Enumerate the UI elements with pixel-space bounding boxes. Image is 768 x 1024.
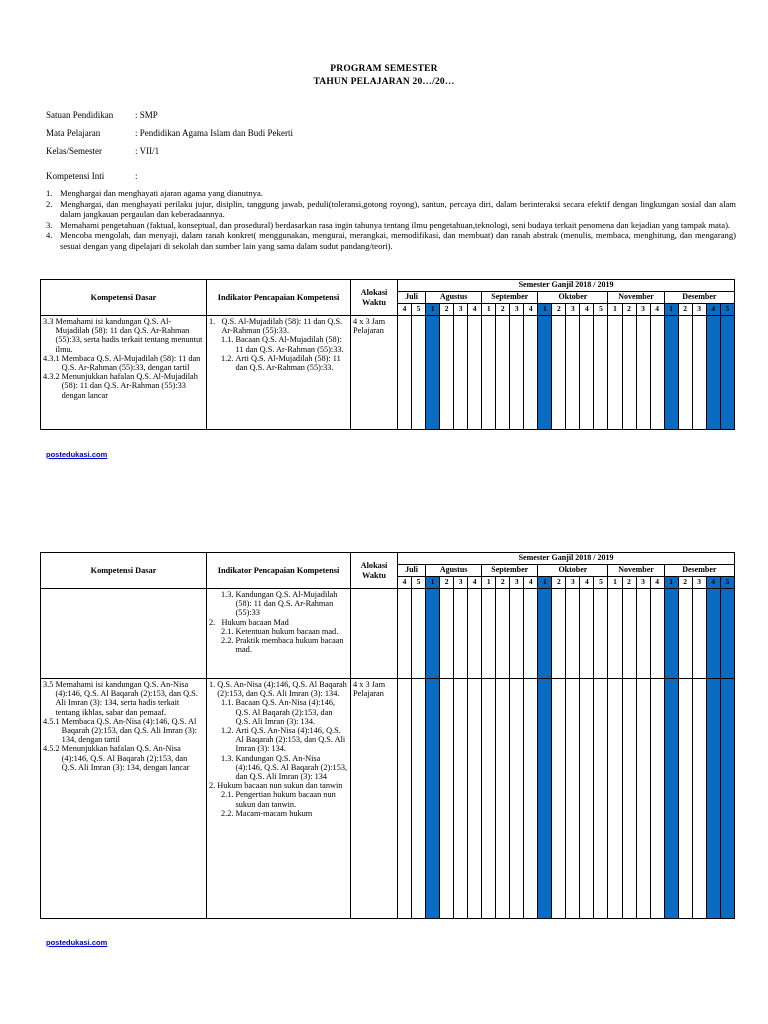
identity-value-satuan: : SMP <box>135 110 158 120</box>
kompetensi-inti-label: Kompetensi Inti <box>46 171 105 181</box>
kd-text: Membaca Q.S. An-Nisa (4):146, Q.S. Al Baqarah (2):153, dan Q.S. Ali Imran (3): 134, dengan tartil <box>61 716 197 745</box>
week-cell <box>622 589 636 679</box>
indikator-item <box>209 726 348 754</box>
indikator-number: 2.1. <box>221 626 236 636</box>
footer-link-1[interactable]: postedukasi.com <box>46 450 108 459</box>
week-cell <box>440 316 454 430</box>
week-cell <box>720 316 734 430</box>
program-table-1 <box>40 279 735 430</box>
week-cell <box>440 679 454 919</box>
alokasi-text: 4 x 3 Jam Pelajaran <box>353 317 386 336</box>
week-cell <box>720 679 734 919</box>
header-week: 3 <box>454 577 468 589</box>
week-cell <box>398 679 412 919</box>
kd-text: Memahami isi kandungan Q.S. An-Nisa (4):146, Q.S. Al Baqarah (2):153, dan Q.S. Ali Imran (3): 134, serta hadis terkait tentang ikhlas, sabar dan pemaaf. <box>55 680 198 717</box>
week-cell <box>664 316 678 430</box>
indikator-item <box>209 636 348 654</box>
ki-text: Menghargai, dan menghayati perilaku jujur, disiplin, tanggung jawab, peduli(toleransi,gotong royong), santun, percaya diri, dalam berinteraksi secara efektif dengan lingkungan sosial dan alam dalam jangkauan pergaulan dan keberadaannya. <box>60 198 736 220</box>
header-alokasi: Alokasi Waktu <box>351 553 398 589</box>
kd-number: 4.5.2 <box>43 744 62 754</box>
header-semester: Semester Ganjil 2018 / 2019 <box>398 553 735 565</box>
header-week: 5 <box>594 577 608 589</box>
header-indikator: Indikator Pencapaian Kompetensi <box>207 280 351 316</box>
indikator-text: Hukum bacaan nun sukun dan tanwin <box>217 781 343 791</box>
indikator-number: 1.3. <box>221 590 236 599</box>
page-subtitle: TAHUN PELAJARAN 20…/20… <box>313 77 455 87</box>
indikator-item <box>209 317 348 335</box>
header-week: 5 <box>594 304 608 316</box>
week-cell <box>398 316 412 430</box>
week-cell <box>580 316 594 430</box>
header-week: 4 <box>580 304 594 316</box>
indikator-number: 2.2. <box>221 808 236 818</box>
header-month: Juli <box>398 565 426 577</box>
indikator-number: 1. <box>209 680 218 689</box>
header-month: Oktober <box>538 565 608 577</box>
week-cell <box>524 679 538 919</box>
header-week: 3 <box>454 304 468 316</box>
cell-alokasi <box>351 589 398 679</box>
indikator-number: 1.1. <box>221 698 236 708</box>
week-cell <box>454 589 468 679</box>
header-week: 1 <box>482 577 496 589</box>
week-cell <box>636 679 650 919</box>
header-week: 4 <box>398 304 412 316</box>
header-week: 1 <box>482 304 496 316</box>
week-cell <box>650 679 664 919</box>
header-week: 4 <box>524 577 538 589</box>
cell-alokasi <box>351 679 398 919</box>
ki-number: 4. <box>46 230 53 241</box>
week-cell <box>720 589 734 679</box>
week-cell <box>692 316 706 430</box>
header-week: 4 <box>580 577 594 589</box>
ki-text: Memahami pengetahuan (faktual, konseptual, dan prosedural) berdasarkan rasa ingin tahunya tentang ilmu pengetahuan,teknologi, seni budaya terkait penomena dan kejadian yang tampak mata). <box>60 219 731 230</box>
week-cell <box>468 679 482 919</box>
week-cell <box>454 679 468 919</box>
week-cell <box>412 589 426 679</box>
week-cell <box>398 589 412 679</box>
header-month: November <box>608 292 664 304</box>
header-kompetensi-dasar: Kompetensi Dasar <box>41 553 207 589</box>
kompetensi-inti-list <box>46 188 736 252</box>
week-cell <box>622 679 636 919</box>
indikator-number: 2. <box>209 617 222 627</box>
week-cell <box>454 316 468 430</box>
header-month: November <box>608 565 664 577</box>
header-week: 2 <box>622 304 636 316</box>
header-week: 4 <box>706 304 720 316</box>
cell-kompetensi-dasar <box>41 589 207 679</box>
kd-item <box>43 354 204 372</box>
indikator-text: Praktik membaca hukum bacaan mad. <box>235 636 344 655</box>
indikator-number: 1.2. <box>221 726 236 736</box>
header-week: 5 <box>412 304 426 316</box>
table-row <box>41 316 735 430</box>
cell-kompetensi-dasar <box>41 316 207 430</box>
header-alokasi: Alokasi Waktu <box>351 280 398 316</box>
header-week: 1 <box>608 304 622 316</box>
kd-item <box>43 317 204 354</box>
week-cell <box>496 679 510 919</box>
week-cell <box>566 679 580 919</box>
indikator-text: Q.S. Al-Mujadilah (58): 11 dan Q.S. Ar-Rahman (55):33. <box>221 317 343 336</box>
cell-indikator <box>207 589 351 679</box>
week-cell <box>608 589 622 679</box>
week-cell <box>440 589 454 679</box>
header-week: 3 <box>566 577 580 589</box>
header-month: September <box>482 292 538 304</box>
week-cell <box>566 316 580 430</box>
cell-alokasi <box>351 316 398 430</box>
ki-number: 3. <box>46 219 53 230</box>
week-cell <box>580 589 594 679</box>
header-week: 2 <box>440 304 454 316</box>
identity-label-kelas: Kelas/Semester <box>46 146 102 156</box>
header-week: 3 <box>636 304 650 316</box>
header-week: 5 <box>412 577 426 589</box>
week-cell <box>510 589 524 679</box>
indikator-item <box>209 698 348 726</box>
kd-item <box>43 680 204 717</box>
week-cell <box>594 589 608 679</box>
week-cell <box>538 589 552 679</box>
kd-number: 4.3.2 <box>43 372 62 382</box>
header-week: 1 <box>664 304 678 316</box>
program-table-2 <box>40 552 735 919</box>
header-week: 4 <box>650 577 664 589</box>
indikator-text: Macam-macam hukum <box>235 808 313 818</box>
week-cell <box>706 679 720 919</box>
week-cell <box>496 589 510 679</box>
header-week: 1 <box>538 577 552 589</box>
week-cell <box>468 589 482 679</box>
header-week: 2 <box>678 304 692 316</box>
week-cell <box>678 589 692 679</box>
ki-text: Mencoba mengolah, dan menyaji, dalam ranah konkret( menggunakan, mengurai, merangkai, memodifikasi, dan membuat) dan ranah abstrak (menulis, membaca, menghitung, dan mengarang) sesuai dengan yang dipelajari di sekolah dan sumber lain yang sama dalam sudut pandang/teori). <box>60 230 736 251</box>
header-week: 2 <box>496 577 510 589</box>
week-cell <box>664 589 678 679</box>
indikator-text: Q.S. An-Nisa (4):146, Q.S. Al Baqarah (2):153, dan Q.S. Ali Imran (3): 134. <box>217 680 347 699</box>
week-cell <box>426 679 440 919</box>
header-week: 2 <box>552 577 566 589</box>
week-cell <box>538 316 552 430</box>
week-cell <box>692 679 706 919</box>
kd-number: 4.5.1 <box>43 716 62 726</box>
week-cell <box>426 316 440 430</box>
week-cell <box>594 679 608 919</box>
header-month: September <box>482 565 538 577</box>
kd-text: Membaca Q.S. Al-Mujadilah (58): 11 dan Q.S. Ar-Rahman (55):33, dengan tartil <box>61 353 201 373</box>
list-item <box>46 230 736 251</box>
ki-number: 1. <box>46 188 53 198</box>
identity-label-mapel: Mata Pelajaran <box>46 128 101 138</box>
list-item <box>46 199 736 220</box>
week-cell <box>482 589 496 679</box>
indikator-number: 2.1. <box>221 790 236 800</box>
indikator-number: 2.2. <box>221 636 236 646</box>
header-week: 3 <box>692 577 706 589</box>
header-month: Oktober <box>538 292 608 304</box>
header-week: 3 <box>510 577 524 589</box>
week-cell <box>524 316 538 430</box>
footer-link-2[interactable]: postedukasi.com <box>46 938 108 947</box>
kd-number: 3.5 <box>43 680 56 689</box>
kompetensi-inti-colon: : <box>135 171 138 181</box>
alokasi-text: 4 x 3 Jam Pelajaran <box>353 680 386 699</box>
kd-text: Menunjukkan hafalan Q.S. Al-Mujadilah (58): 11 dan Q.S. Ar-Rahman (55):33 dengan lancar <box>61 372 198 400</box>
indikator-number: 1.3. <box>221 753 236 763</box>
header-month: Agustus <box>426 565 482 577</box>
week-cell <box>538 679 552 919</box>
indikator-item <box>209 354 348 372</box>
week-cell <box>706 589 720 679</box>
indikator-text: Hukum bacaan Mad <box>221 617 289 627</box>
header-month: Juli <box>398 292 426 304</box>
week-cell <box>706 316 720 430</box>
indikator-item <box>209 680 348 698</box>
week-cell <box>678 679 692 919</box>
indikator-text: Bacaan Q.S. Al-Mujadilah (58): 11 dan Q.S. Ar-Rahman (55):33. <box>235 335 344 354</box>
indikator-number: 1. <box>209 317 222 326</box>
week-cell <box>524 589 538 679</box>
header-week: 5 <box>720 577 734 589</box>
header-week: 3 <box>510 304 524 316</box>
cell-indikator <box>207 316 351 430</box>
week-cell <box>496 316 510 430</box>
header-kompetensi-dasar: Kompetensi Dasar <box>41 280 207 316</box>
header-week: 1 <box>538 304 552 316</box>
indikator-number: 2. <box>209 781 218 791</box>
week-cell <box>566 589 580 679</box>
indikator-item <box>209 627 348 636</box>
week-cell <box>608 679 622 919</box>
cell-kompetensi-dasar <box>41 679 207 919</box>
header-week: 4 <box>524 304 538 316</box>
week-cell <box>552 589 566 679</box>
header-week: 4 <box>650 304 664 316</box>
header-week: 3 <box>566 304 580 316</box>
week-cell <box>552 679 566 919</box>
indikator-item <box>209 781 348 790</box>
header-week: 1 <box>426 577 440 589</box>
week-cell <box>692 589 706 679</box>
header-month: Desember <box>664 292 734 304</box>
header-week: 2 <box>552 304 566 316</box>
indikator-text: Ketentuan hukum bacaan mad. <box>235 626 339 636</box>
week-cell <box>650 589 664 679</box>
header-week: 5 <box>720 304 734 316</box>
header-week: 2 <box>496 304 510 316</box>
kd-item <box>43 717 204 745</box>
header-week: 3 <box>636 577 650 589</box>
week-cell <box>426 589 440 679</box>
ki-text: Menghargai dan menghayati ajaran agama yang dianutnya. <box>60 188 263 198</box>
week-cell <box>580 679 594 919</box>
week-cell <box>412 316 426 430</box>
header-week: 1 <box>426 304 440 316</box>
ki-number: 2. <box>46 198 53 209</box>
header-semester: Semester Ganjil 2018 / 2019 <box>398 280 735 292</box>
header-week: 4 <box>706 577 720 589</box>
header-month: Agustus <box>426 292 482 304</box>
list-item <box>46 220 736 231</box>
identity-value-kelas: : VII/1 <box>135 146 160 156</box>
week-cell <box>636 589 650 679</box>
kd-item <box>43 744 204 772</box>
header-week: 1 <box>608 577 622 589</box>
indikator-item <box>209 590 348 618</box>
week-cell <box>650 316 664 430</box>
list-item <box>46 188 736 199</box>
indikator-number: 1.1. <box>221 335 236 345</box>
cell-indikator <box>207 679 351 919</box>
kd-number: 4.3.1 <box>43 353 62 363</box>
header-week: 3 <box>692 304 706 316</box>
indikator-text: Arti Q.S. Al-Mujadilah (58): 11 dan Q.S. Ar-Rahman (55):33. <box>235 353 341 373</box>
header-week: 4 <box>398 577 412 589</box>
week-cell <box>622 316 636 430</box>
week-cell <box>594 316 608 430</box>
page-title: PROGRAM SEMESTER <box>330 64 438 74</box>
week-cell <box>510 316 524 430</box>
kd-number: 3.3 <box>43 317 56 326</box>
indikator-text: Bacaan Q.S. An-Nisa (4):146, Q.S. Al Baqarah (2):153, dan Q.S. Ali Imran (3): 134. <box>235 698 336 726</box>
header-indikator: Indikator Pencapaian Kompetensi <box>207 553 351 589</box>
header-week: 2 <box>440 577 454 589</box>
indikator-text: Kandungan Q.S. An-Nisa (4):146, Q.S. Al Baqarah (2):153, dan Q.S. Ali Imran (3): 134 <box>235 753 348 782</box>
header-week: 4 <box>468 304 482 316</box>
indikator-number: 1.2. <box>221 353 236 363</box>
identity-value-mapel: : Pendidikan Agama Islam dan Budi Pekerti <box>135 128 293 138</box>
indikator-item <box>209 618 348 627</box>
kd-item <box>43 372 204 400</box>
identity-label-satuan: Satuan Pendidikan <box>46 110 114 120</box>
week-cell <box>664 679 678 919</box>
header-month: Desember <box>664 565 734 577</box>
kd-text: Memahami isi kandungan Q.S. Al-Mujadilah (58): 11 dan Q.S. Ar-Rahman (55):33, serta hadis terkait tentang menuntut ilmu. <box>55 317 203 354</box>
week-cell <box>636 316 650 430</box>
indikator-item <box>209 754 348 782</box>
week-cell <box>482 316 496 430</box>
week-cell <box>608 316 622 430</box>
table-row <box>41 679 735 919</box>
indikator-item <box>209 790 348 808</box>
table-row <box>41 589 735 679</box>
indikator-item <box>209 809 348 818</box>
week-cell <box>468 316 482 430</box>
indikator-text: Kandungan Q.S. Al-Mujadilah (58): 11 dan Q.S. Ar-Rahman (55):33 <box>235 590 338 618</box>
indikator-text: Pengertian hukum bacaan nun sukun dan tanwin. <box>235 790 336 809</box>
header-week: 2 <box>678 577 692 589</box>
week-cell <box>510 679 524 919</box>
week-cell <box>482 679 496 919</box>
header-week: 2 <box>622 577 636 589</box>
header-week: 4 <box>468 577 482 589</box>
week-cell <box>412 679 426 919</box>
indikator-item <box>209 335 348 353</box>
header-week: 1 <box>664 577 678 589</box>
week-cell <box>552 316 566 430</box>
indikator-text: Arti Q.S. An-Nisa (4):146, Q.S. Al Baqarah (2):153, dan Q.S. Ali Imran (3): 134. <box>235 726 346 754</box>
kd-text: Menunjukkan hafalan Q.S. An-Nisa (4):146, Q.S. Al Baqarah (2):153, dan Q.S. Ali Imran (3): 134, dengan lancar <box>61 744 190 772</box>
week-cell <box>678 316 692 430</box>
